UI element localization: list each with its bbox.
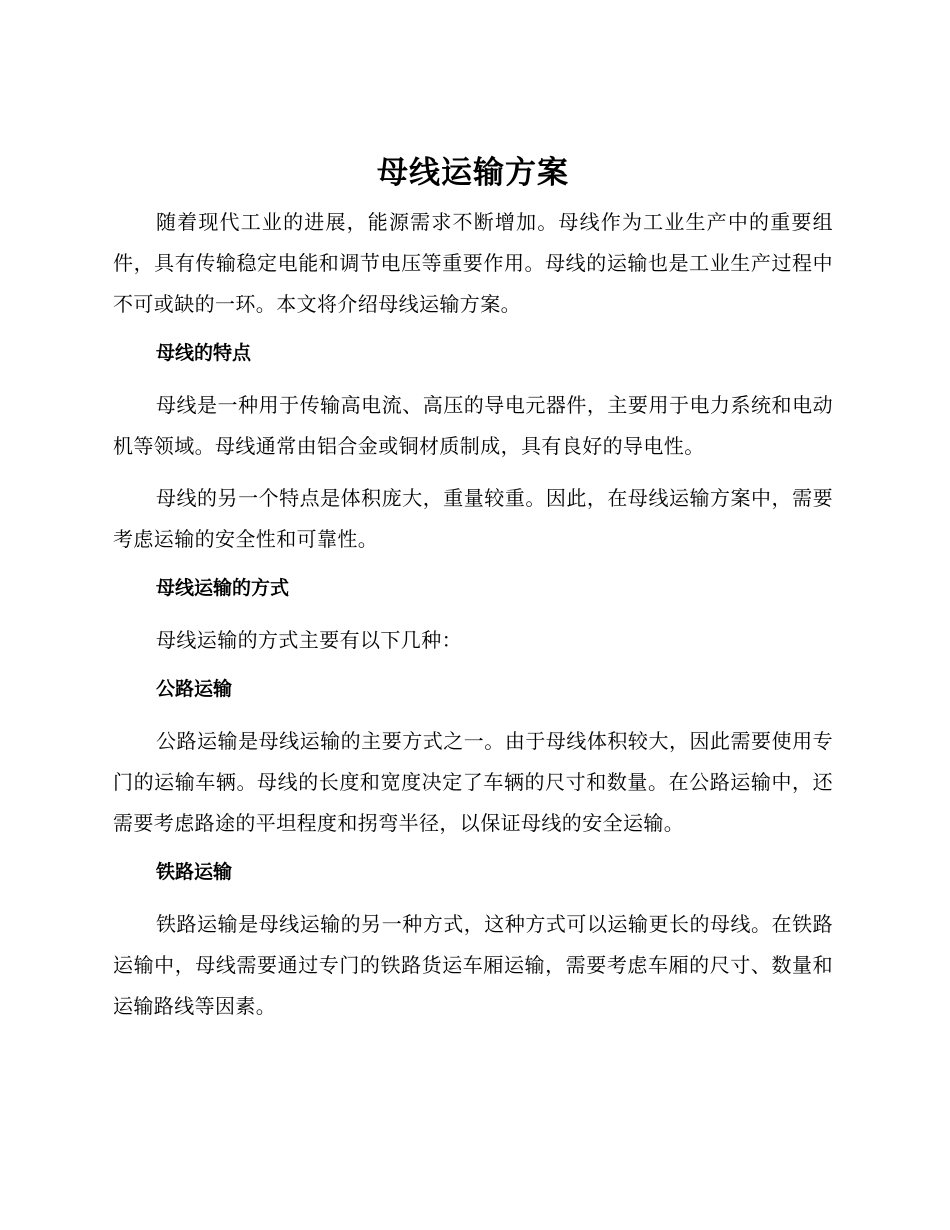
section-heading-rail: 铁路运输 bbox=[156, 861, 233, 883]
document-page bbox=[113, 150, 833, 1038]
document-title: 母线运输方案 bbox=[377, 155, 569, 191]
features-paragraph-1: 母线是一种用于传输高电流、高压的导电元器件，主要用于电力系统和电动机等领域。母线通常由铝合金或铜材质制成，具有良好的导电性。 bbox=[113, 393, 833, 458]
section-heading-road: 公路运输 bbox=[156, 678, 233, 700]
features-paragraph-2: 母线的另一个特点是体积庞大，重量较重。因此，在母线运输方案中，需要考虑运输的安全性和可靠性。 bbox=[113, 486, 833, 551]
intro-paragraph: 随着现代工业的进展，能源需求不断增加。母线作为工业生产中的重要组件，具有传输稳定电能和调节电压等重要作用。母线的运输也是工业生产过程中不可或缺的一环。本文将介绍母线运输方案。 bbox=[113, 210, 833, 316]
section-heading-methods: 母线运输的方式 bbox=[156, 577, 290, 599]
road-paragraph: 公路运输是母线运输的主要方式之一。由于母线体积较大，因此需要使用专门的运输车辆。母线的长度和宽度决定了车辆的尺寸和数量。在公路运输中，还需要考虑路途的平坦程度和拐弯半径，以保证母线的安全运输。 bbox=[113, 729, 833, 835]
rail-paragraph: 铁路运输是母线运输的另一种方式，这种方式可以运输更长的母线。在铁路运输中，母线需要通过专门的铁路货运车厢运输，需要考虑车厢的尺寸、数量和运输路线等因素。 bbox=[113, 912, 833, 1018]
methods-intro-paragraph: 母线运输的方式主要有以下几种： bbox=[156, 628, 462, 652]
section-heading-features: 母线的特点 bbox=[156, 342, 252, 364]
